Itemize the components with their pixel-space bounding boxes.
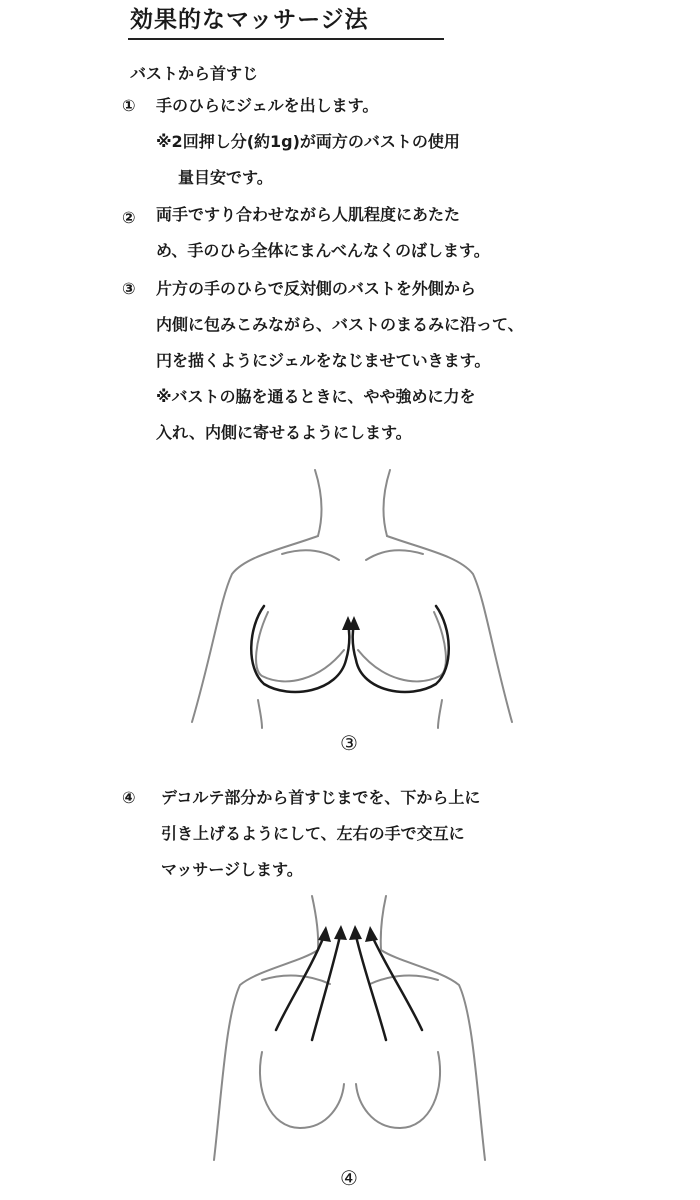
step-1-line-3: 量目安です。 bbox=[178, 168, 273, 187]
step-1-number: ① bbox=[122, 96, 136, 115]
step-2-line-2: め、手のひら全体にまんべんなくのばします。 bbox=[156, 241, 490, 260]
step-2-number: ② bbox=[122, 208, 136, 227]
step-3-number: ③ bbox=[122, 279, 136, 298]
figure-4-arrowhead-2 bbox=[334, 925, 347, 940]
figure-4-upward-arrows bbox=[276, 936, 422, 1040]
figure-4-arrow-1 bbox=[276, 936, 324, 1030]
step-3-line-3: 円を描くようにジェルをなじませていきます。 bbox=[156, 351, 491, 370]
page-title: 効果的なマッサージ法 bbox=[130, 7, 369, 33]
figure-4-neck-right bbox=[381, 896, 386, 950]
figure-4-arrowheads bbox=[318, 925, 378, 942]
figure-4-caption: ④ bbox=[340, 1166, 358, 1190]
step-4-line-1: デコルテ部分から首すじまでを、下から上に bbox=[161, 788, 481, 807]
figure-4-left-collarbone bbox=[262, 975, 330, 984]
figure-4-left-breast bbox=[260, 1052, 344, 1128]
step-3-line-1: 片方の手のひらで反対側のバストを外側から bbox=[156, 279, 476, 298]
step-1-line-2: ※2回押し分(約1g)が両方のバストの使用 bbox=[156, 132, 460, 151]
step-1-line-1: 手のひらにジェルを出します。 bbox=[156, 96, 379, 115]
figure-4-right-breast bbox=[356, 1052, 440, 1128]
step-3-line-5: 入れ、内側に寄せるようにします。 bbox=[156, 423, 412, 442]
figure-4-arrow-3 bbox=[356, 936, 386, 1040]
section-heading: バストから首すじ bbox=[130, 64, 259, 83]
step-2-line-1: 両手ですり合わせながら人肌程度にあたた bbox=[156, 205, 461, 224]
figure-4-right-collarbone bbox=[370, 975, 438, 984]
figure-4-arrowhead-4 bbox=[365, 926, 378, 942]
step-4-line-2: 引き上げるようにして、左右の手で交互に bbox=[161, 824, 465, 843]
step-4-number: ④ bbox=[122, 788, 136, 807]
figure-4-body-outline bbox=[214, 896, 485, 1160]
step-3-line-4: ※バストの脇を通るときに、やや強めに力を bbox=[156, 387, 476, 406]
step-3-line-2: 内側に包みこみながら、バストのまるみに沿って、 bbox=[156, 315, 524, 334]
figure-4-arrowhead-3 bbox=[349, 925, 362, 940]
figure-3-caption: ③ bbox=[340, 731, 358, 755]
figure-4-neck-left bbox=[312, 896, 318, 950]
figure-4-arrowhead-1 bbox=[318, 926, 331, 942]
step-4-line-3: マッサージします。 bbox=[161, 860, 303, 879]
